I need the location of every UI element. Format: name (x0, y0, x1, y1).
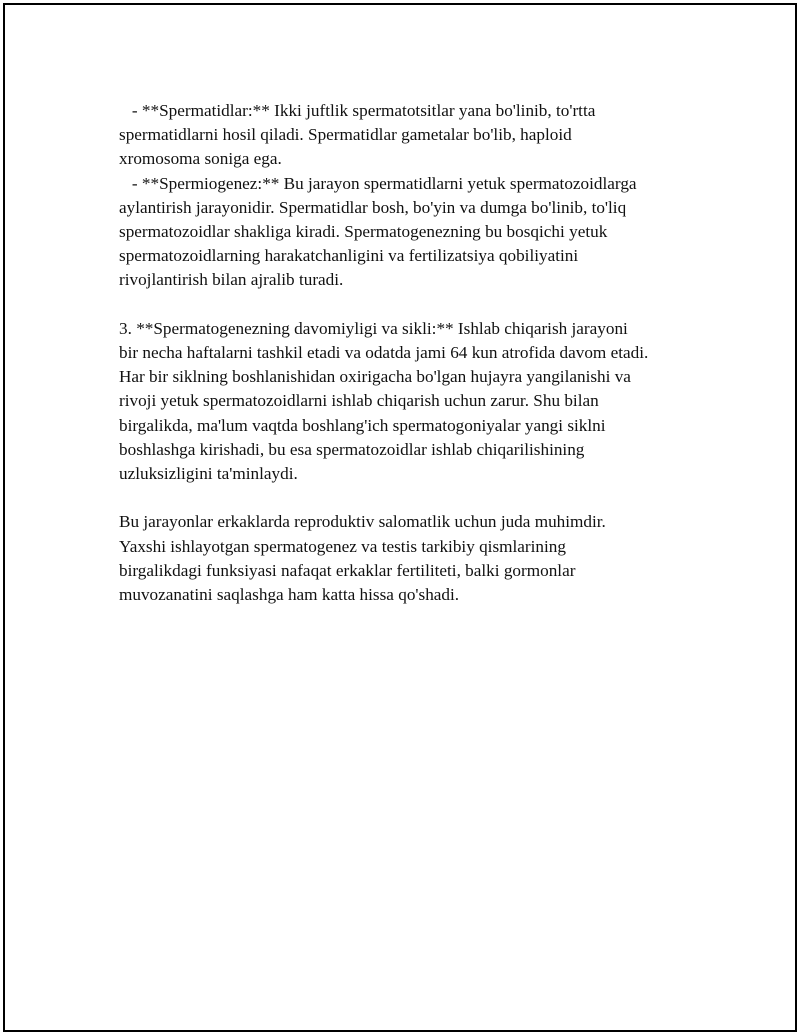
paragraph-spacer (119, 486, 719, 510)
text-line: spermatozoidlar shakliga kiradi. Spermatogenezning bu bosqichi yetuk (119, 222, 608, 242)
text-line: - **Spermatidlar:** Ikki juftlik spermatotsitlar yana bo'linib, to'rtta (119, 101, 596, 120)
text-line: xromosoma soniga ega. (119, 149, 282, 169)
text-line: Yaxshi ishlayotgan spermatogenez va testis tarkibiy qismlarining (119, 536, 566, 556)
text-line: - **Spermiogenez:** Bu jarayon spermatidlarni yetuk spermatozoidlarga (119, 173, 637, 193)
text-line: spermatidlarni hosil qiladi. Spermatidlar gametalar bo'lib, haploid (119, 125, 572, 145)
paragraph-duration-and-cycle (119, 317, 719, 486)
text-line: birgalikda, ma'lum vaqtda boshlang'ich spermatogoniyalar yangi siklni (119, 415, 606, 435)
text-line: aylantirish jarayonidir. Spermatidlar bosh, bo'yin va dumga bo'linib, to'liq (119, 197, 627, 217)
text-line: 3. **Spermatogenezning davomiyligi va sikli:** Ishlab chiqarish jarayoni (119, 318, 628, 338)
paragraph-conclusion (119, 510, 719, 607)
text-line: bir necha haftalarni tashkil etadi va odatda jami 64 kun atrofida davom etadi. (119, 343, 649, 363)
text-line: muvozanatini saqlashga ham katta hissa qo'shadi. (119, 585, 460, 605)
text-line: rivoji yetuk spermatozoidlarni ishlab chiqarish uchun zarur. Shu bilan (119, 391, 599, 411)
text-line: rivojlantirish bilan ajralib turadi. (119, 270, 344, 290)
text-line: Bu jarayonlar erkaklarda reproduktiv salomatlik uchun juda muhimdir. (119, 512, 606, 532)
text-line: Har bir siklning boshlanishidan oxirigacha bo'lgan hujayra yangilanishi va (119, 367, 631, 387)
paragraph-spermatid-stages (119, 99, 719, 293)
text-line: boshlashga kirishadi, bu esa spermatozoidlar ishlab chiqarilishining (119, 439, 585, 459)
text-line: birgalikdagi funksiyasi nafaqat erkaklar fertiliteti, balki gormonlar (119, 560, 576, 580)
text-line: uzluksizligini ta'minlaydi. (119, 464, 298, 484)
document-page (3, 3, 797, 1032)
text-line: spermatozoidlarning harakatchanligini va fertilizatsiya qobiliyatini (119, 246, 579, 266)
paragraph-spacer (119, 293, 719, 317)
document-body (119, 99, 719, 607)
